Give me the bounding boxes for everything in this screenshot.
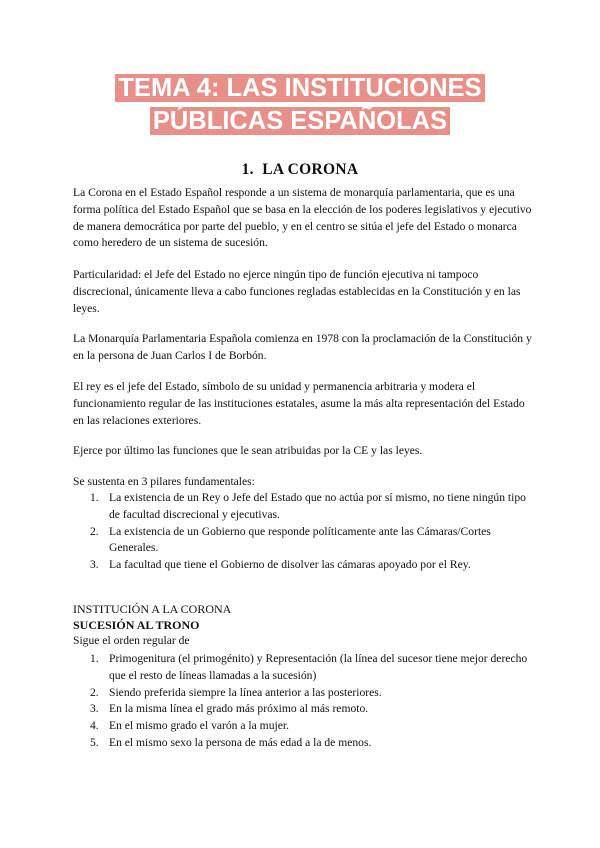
section-number: 1.: [241, 161, 254, 178]
title-line-2: PÚBLICAS ESPAÑOLAS: [150, 107, 450, 135]
list-item: 2. La existencia de un Gobierno que responde políticamente ante las Cámaras/Cortes Generales.: [90, 524, 491, 555]
paragraph-origin: La Monarquía Parlamentaria Española comienza en 1978 con la proclamación de la Constitución y en la persona de Juan Carlos I de Borbón.: [73, 332, 532, 362]
list-item: 1. Primogenitura (el primogénito) y Representación (la línea del sucesor tiene mejor derecho que el resto de líneas llamadas a la sucesión): [90, 652, 528, 682]
title-line-1: TEMA 4: LAS INSTITUCIONES: [115, 74, 484, 102]
paragraph-particularity: Particularidad: el Jefe del Estado no ejerce ningún tipo de función ejecutiva ni tampoco discrecional, únicamente lleva a cabo funciones regladas establecidas en la Constitución y en las leyes.: [73, 268, 521, 315]
document-title: [0, 72, 600, 138]
succession-heading: SUCESIÓN AL TRONO: [73, 618, 200, 632]
paragraph-king-role: El rey es el jefe del Estado, símbolo de su unidad y permanencia arbitraria y modera el funcionamiento regular de las instituciones estatales, asume la más alta representación del Estado en las relaciones exteriores.: [73, 380, 525, 427]
paragraph-monarchy-definition: La Corona en el Estado Español responde a un sistema de monarquía parlamentaria, que es una forma política del Estado Español que se basa en la elección de los poderes legislativos y ejecutivo de manera democrática por parte del pueblo, y en el centro se sitúa el jefe del Estado o monarca como heredero de un sistema de sucesión.: [73, 186, 532, 250]
list-item: 1. La existencia de un Rey o Jefe del Estado que no actúa por sí mismo, no tiene ningún tipo de facultad discrecional y ejecutivas.: [90, 491, 526, 521]
pillars-list: [90, 490, 535, 574]
list-item: 4. En el mismo grado el varón a la mujer.: [90, 719, 289, 733]
section-heading: [0, 161, 600, 179]
list-item: 3. La facultad que tiene el Gobierno de disolver las cámaras apoyado por el Rey.: [90, 558, 471, 572]
succession-intro: Sigue el orden regular de: [73, 634, 190, 647]
institution-heading: INSTITUCIÓN A LA CORONA: [73, 602, 232, 616]
paragraph-functions: Ejerce por último las funciones que le sean atribuidas por la CE y las leyes.: [73, 444, 423, 457]
section-title: LA CORONA: [262, 161, 359, 178]
list-item: 3. En la misma línea el grado más próximo al más remoto.: [90, 702, 369, 716]
paragraph-pillars-intro: Se sustenta en 3 pilares fundamentales:: [73, 475, 255, 488]
list-item: 5. En el mismo sexo la persona de más edad a la de menos.: [90, 735, 372, 749]
succession-rules-list: [90, 651, 535, 752]
list-item: 2. Siendo preferida siempre la línea anterior a las posteriores.: [90, 685, 382, 699]
